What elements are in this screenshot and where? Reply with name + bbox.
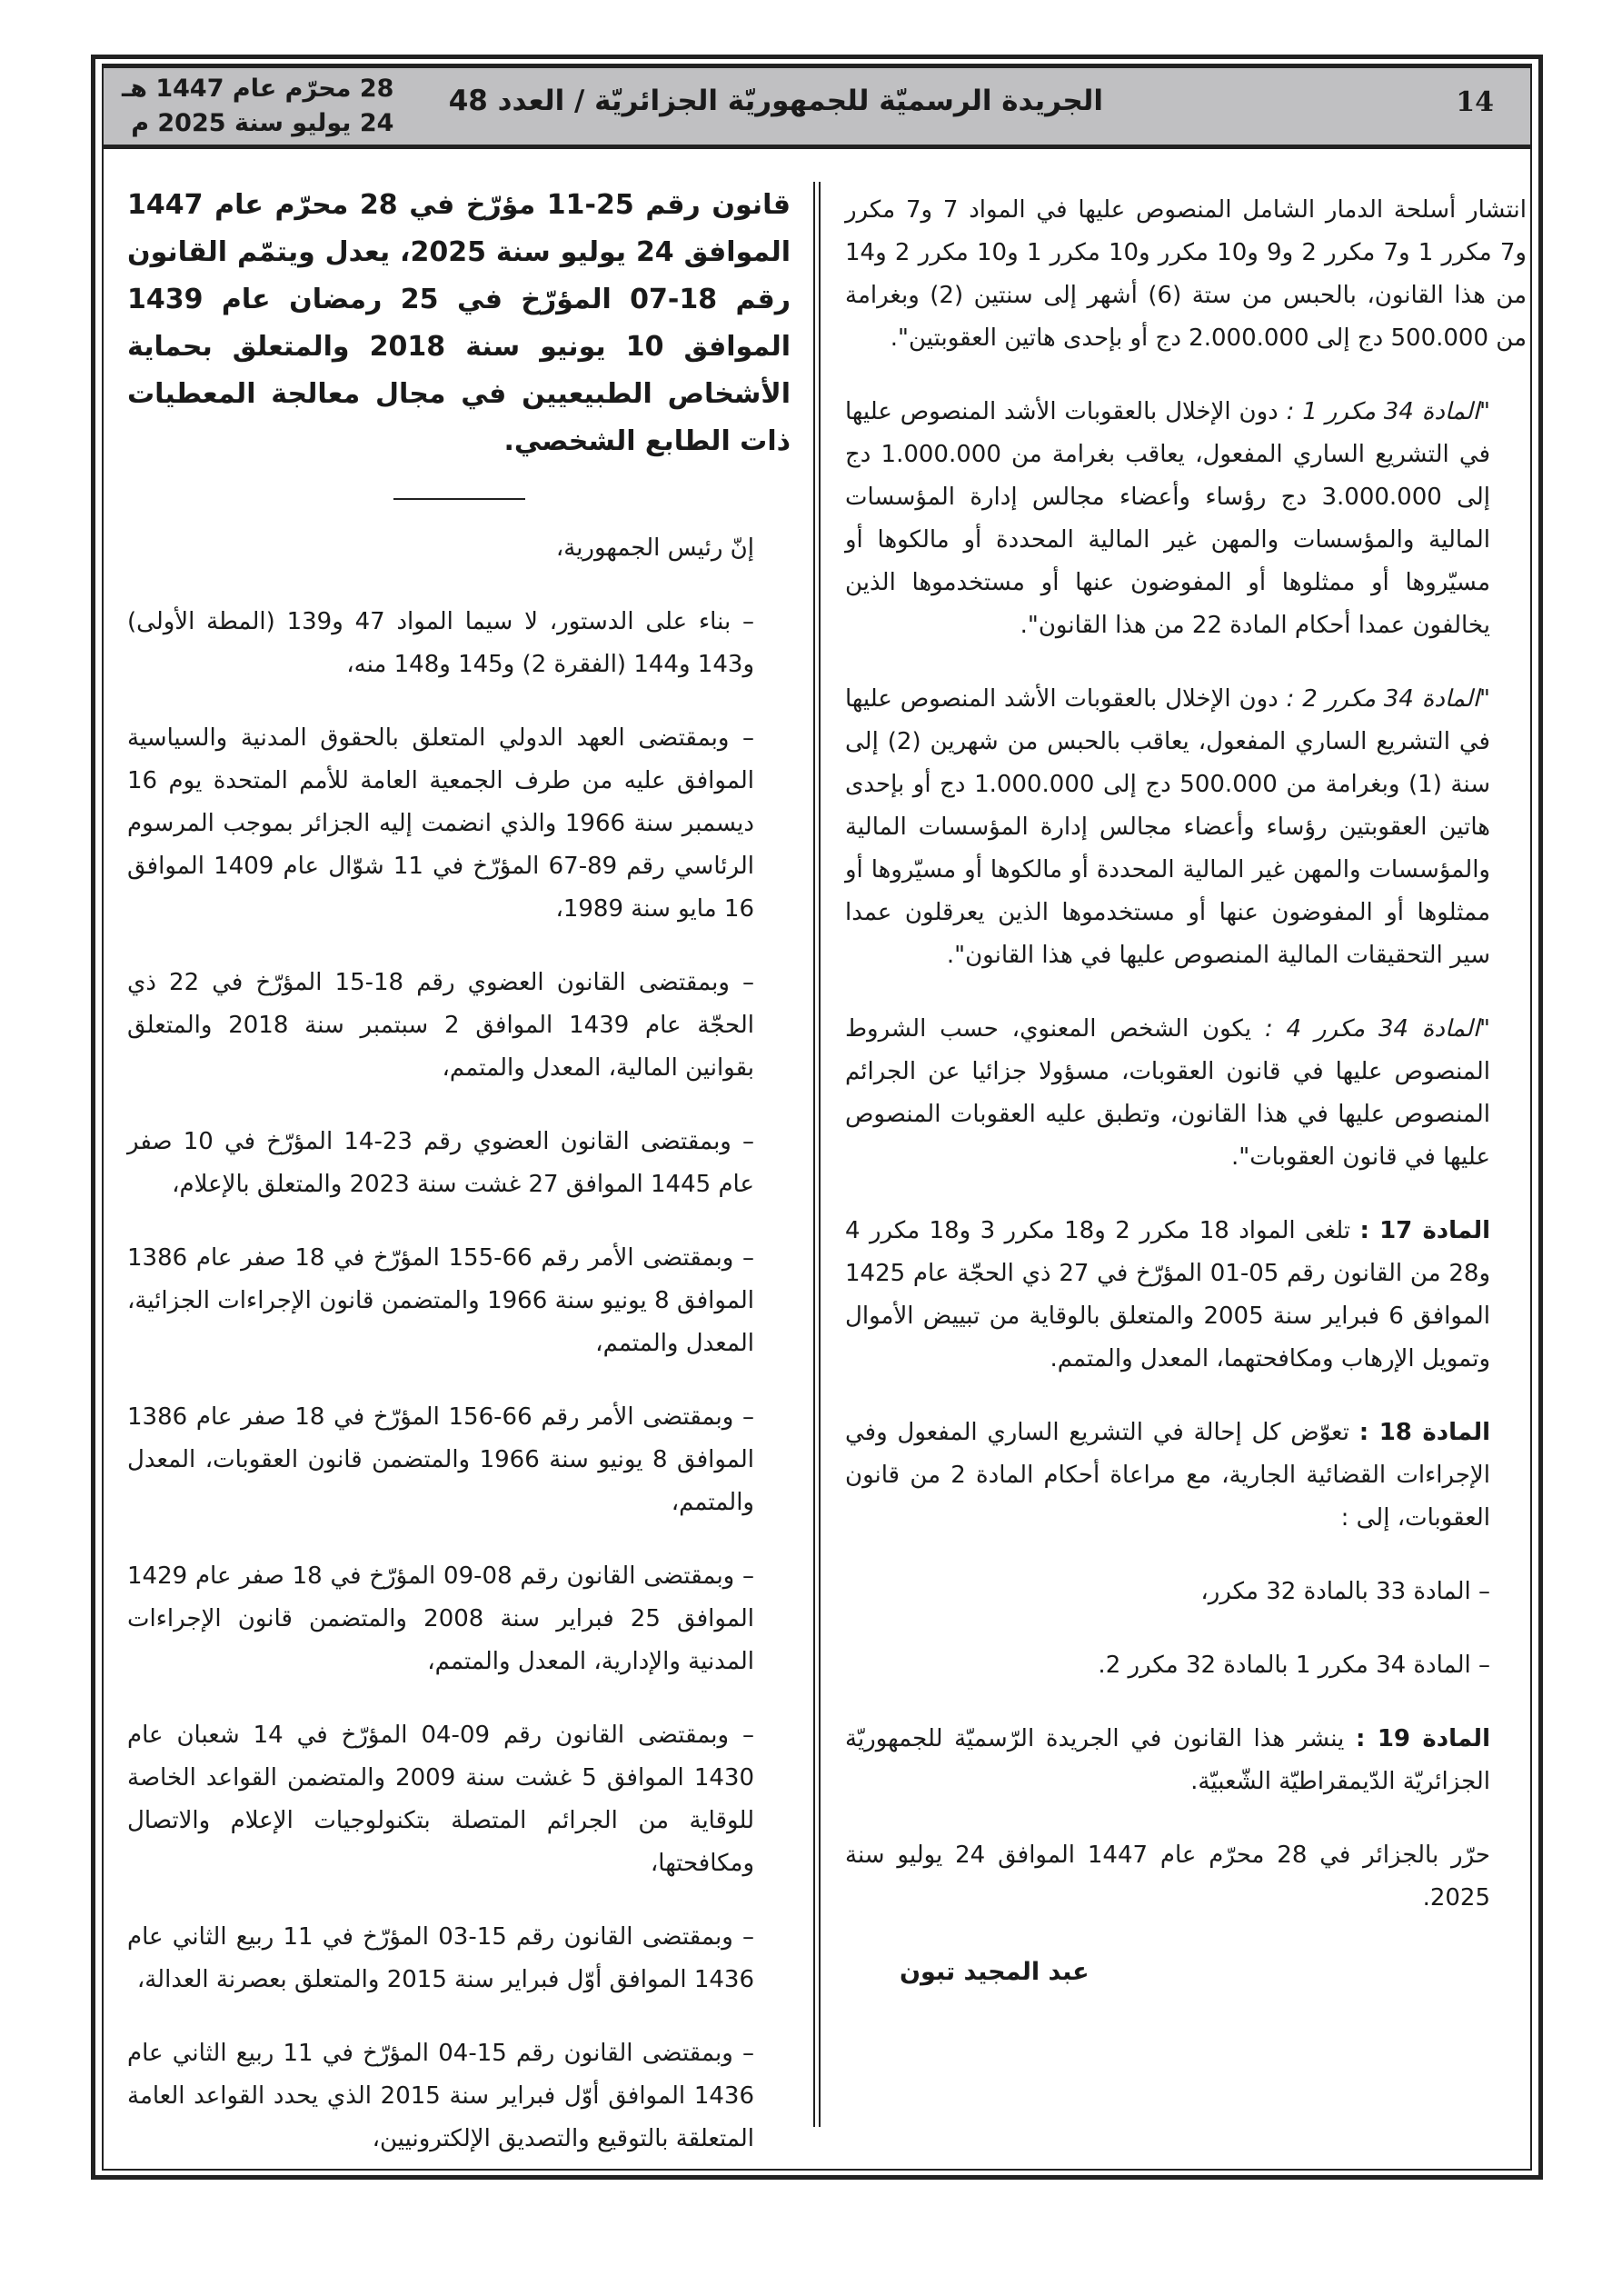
done-at: حرّر بالجزائر في 28 محرّم عام 1447 الموافق 24 يوليو سنة 2025.	[845, 1842, 1491, 1912]
preamble-item: – وبمقتضى الأمر رقم 66-155 المؤرّخ في 18 صفر عام 1386 الموافق 8 يونيو سنة 1966 والمتضمن قانون الإجراءات الجزائية، المعدل والمتمم،	[127, 1244, 755, 1357]
preamble-item: – وبمقتضى القانون رقم 15-03 المؤرّخ في 11 ربيع الثاني عام 1436 الموافق أوّل فبراير سنة 2015 والمتعلق بعصرنة العدالة،	[127, 1923, 754, 1993]
preamble-item: – وبمقتضى القانون العضوي رقم 18-15 المؤرّخ في 22 ذي الحجّة عام 1439 الموافق 2 سبتمبر سنة 2018 والمتعلق بقوانين المالية، المعدل والمتمم،	[127, 969, 754, 1082]
article-text: دون الإخلال بالعقوبات الأشد المنصوص عليها في التشريع الساري المفعول، يعاقب بغرامة من 1.000.000 دج إلى 3.000.000 دج رؤساء وأعضاء مجالس إدارة المؤسسات المالية والمؤسسات والمهن غير المالية المحددة أو مالكوها أو مسيّروها أو ممثلوها أو المفوضون عنها أو مستخدموها الذين يخالفون عمدا أحكام المادة 22 من هذا القانون".	[845, 398, 1490, 639]
left-column	[127, 182, 791, 2191]
gazette-title: الجريدة الرسميّة للجمهوريّة الجزائريّة / العدد 48	[448, 85, 1103, 117]
article-text: دون الإخلال بالعقوبات الأشد المنصوص عليها في التشريع الساري المفعول، يعاقب بالحبس من شهرين (2) إلى سنة (1) وبغرامة من 500.000 دج إلى 1.000.000 دج أو بإحدى هاتين العقوبتين رؤساء وأعضاء مجالس إدارة المؤسسات المالية والمؤسسات والمهن غير المالية المحددة أو مالكوها أو مسيّروها أو ممثلوها أو المفوضون عنها أو مستخدموها الذين يعرقلون عمدا سير التحقيقات المالية المنصوص عليها في هذا القانون".	[845, 685, 1490, 969]
article-34-bis-4	[845, 1008, 1527, 1179]
list-item: – المادة 34 مكرر 1 بالمادة 32 مكرر 2.	[1098, 1652, 1490, 1679]
article-text: يكون الشخص المعنوي، حسب الشروط المنصوص عليها في قانون العقوبات، مسؤولا جزائيا عن الجرائم المنصوص عليها في هذا القانون، وتطبق عليه العقوبات المنصوص عليها في قانون العقوبات".	[845, 1015, 1490, 1171]
article-18	[845, 1412, 1527, 1540]
article-text: تلغى المواد 18 مكرر 2 و18 مكرر 3 و18 مكرر 4 و28 من القانون رقم 05-01 المؤرّخ في 27 ذي الحجّة عام 1425 الموافق 6 فبراير سنة 2005 والمتعلق بالوقاية من تبييض الأموال وتمويل الإرهاب ومكافحتهما، المعدل والمتمم.	[845, 1217, 1491, 1373]
article-17	[845, 1210, 1527, 1381]
preamble-item: – وبمقتضى القانون العضوي رقم 23-14 المؤرّخ في 10 صفر عام 1445 الموافق 27 غشت سنة 2023 والمتعلق بالإعلام،	[127, 1128, 755, 1198]
preamble-item: – وبمقتضى القانون رقم 15-04 المؤرّخ في 11 ربيع الثاني عام 1436 الموافق أوّل فبراير سنة 2015 الذي يحدد القواعد العامة المتعلقة بالتوقيع والتصديق الإلكترونيين،	[127, 2040, 754, 2152]
list-item: – المادة 33 بالمادة 32 مكرر،	[1200, 1578, 1490, 1605]
article-34-bis-1	[845, 391, 1527, 647]
article-heading: "المادة 34 مكرر 1 :	[1286, 398, 1490, 425]
paragraph: انتشار أسلحة الدمار الشامل المنصوص عليها في المواد 7 و7 مكرر و7 مكرر 1 و7 مكرر 2 و9 و10 مكرر و10 مكرر 1 و10 مكرر 2 و14 من هذا القانون، بالحبس من ستة (6) أشهر إلى سنتين (2) وبغرامة من 500.000 دج إلى 2.000.000 دج أو بإحدى هاتين العقوبتين".	[845, 196, 1527, 352]
preamble-intro: إنّ رئيس الجمهورية،	[555, 534, 754, 562]
article-19	[845, 1718, 1527, 1803]
preamble-item: – بناء على الدستور، لا سيما المواد 47 و139 (المطة الأولى) و143 و144 (الفقرة 2) و145 و148 منه،	[127, 608, 754, 678]
right-column	[845, 189, 1527, 2024]
article-heading: "المادة 34 مكرر 2 :	[1286, 685, 1490, 713]
preamble-item: – وبمقتضى القانون رقم 08-09 المؤرّخ في 18 صفر عام 1429 الموافق 25 فبراير سنة 2008 والمتضمن قانون الإجراءات المدنية والإدارية، المعدل والمتمم،	[127, 1562, 755, 1675]
preamble-item: – وبمقتضى الأمر رقم 66-156 المؤرّخ في 18 صفر عام 1386 الموافق 8 يونيو سنة 1966 والمتضمن قانون العقوبات، المعدل والمتمم،	[127, 1403, 755, 1516]
gazette-header	[104, 65, 1530, 149]
column-divider	[813, 182, 821, 2127]
date-gregorian: 24 يوليو سنة 2025 م	[131, 109, 394, 137]
preamble-item: – وبمقتضى القانون رقم 09-04 المؤرّخ في 14 شعبان عام 1430 الموافق 5 غشت سنة 2009 والمتضمن القواعد الخاصة للوقاية من الجرائم المتصلة بتكنولوجيات الإعلام والاتصال ومكافحتها،	[127, 1722, 754, 1877]
article-heading: "المادة 34 مكرر 4 :	[1264, 1015, 1490, 1043]
page-number: 14	[1456, 86, 1494, 118]
article-heading: المادة 17 :	[1359, 1217, 1491, 1244]
article-text: تعوّض كل إحالة في التشريع الساري المفعول وفي الإجراءات القضائية الجارية، مع مراعاة أحكام المادة 2 من قانون العقوبات، إلى :	[845, 1419, 1490, 1532]
preamble-item: – وبمقتضى العهد الدولي المتعلق بالحقوق المدنية والسياسية الموافق عليه من طرف الجمعية العامة للأمم المتحدة يوم 16 ديسمبر سنة 1966 والذي انضمت إليه الجزائر بموجب المرسوم الرئاسي رقم 89-67 المؤرّخ في 11 شوّال عام 1409 الموافق 16 مايو سنة 1989،	[127, 724, 754, 923]
article-text: ينشر هذا القانون في الجريدة الرّسميّة للجمهوريّة الجزائريّة الدّيمقراطيّة الشّعبيّة.	[845, 1725, 1490, 1795]
preamble-list	[127, 601, 791, 2161]
article-34-bis-2	[845, 678, 1527, 977]
article-heading: المادة 19 :	[1356, 1725, 1490, 1752]
date-hijri: 28 محرّم عام 1447 هـ	[122, 75, 394, 103]
signature: عبد المجيد تبون	[900, 1958, 1090, 1986]
issue-date	[122, 72, 393, 141]
article-heading: المادة 18 :	[1358, 1419, 1490, 1446]
law-title: قانون رقم 25-11 مؤرّخ في 28 محرّم عام 1447 الموافق 24 يوليو سنة 2025، يعدل ويتمّم القانون رقم 18-07 المؤرّخ في 25 رمضان عام 1439 الموافق 10 يونيو سنة 2018 والمتعلق بحماية الأشخاص الطبيعيين في مجال معالجة المعطيات ذات الطابع الشخصي.	[127, 189, 791, 457]
title-separator	[393, 498, 525, 500]
